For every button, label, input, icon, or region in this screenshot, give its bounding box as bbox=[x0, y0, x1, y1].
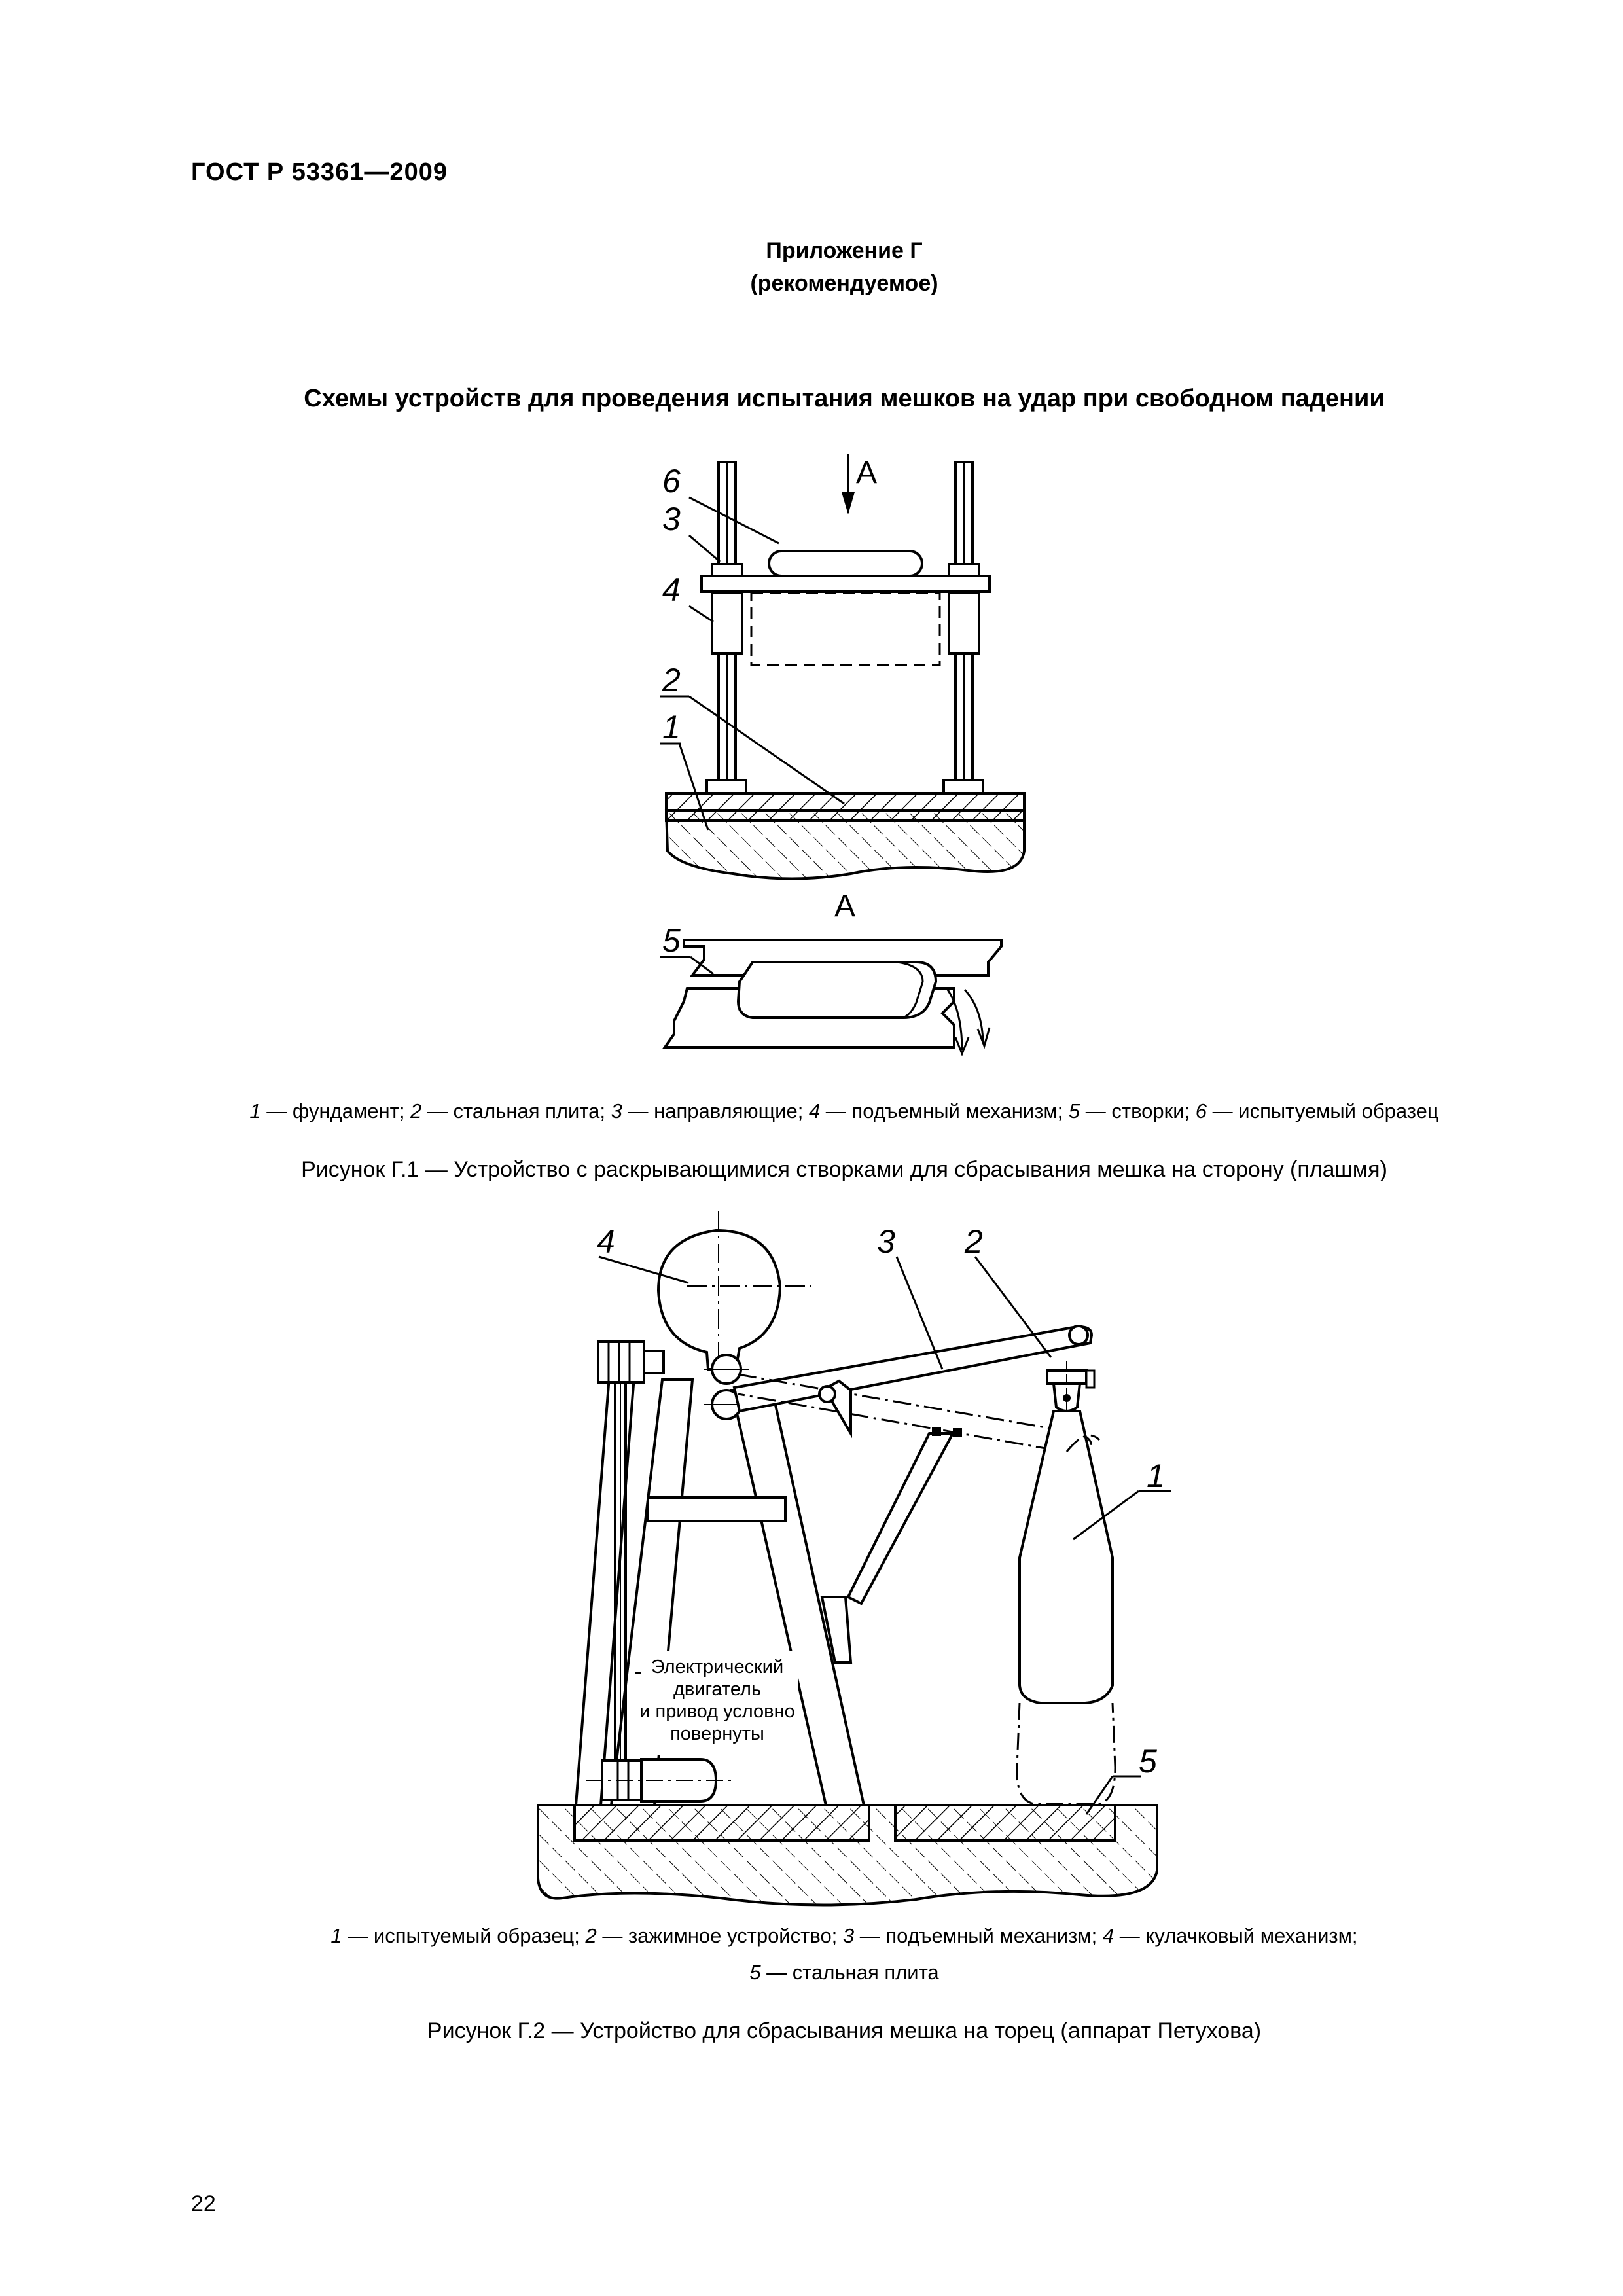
motor-note-line-1: Электрический bbox=[651, 1657, 784, 1677]
steel-plate-2 bbox=[895, 1805, 1115, 1840]
callout-4: 4 bbox=[662, 571, 681, 608]
callout-3: 3 bbox=[662, 501, 681, 537]
motor-note-line-2: двигатель bbox=[673, 1679, 762, 1700]
view-label-a: A bbox=[834, 889, 856, 924]
callout-2: 2 bbox=[662, 662, 681, 698]
figure-2-caption: Рисунок Г.2 — Устройство для сбрасывания мешка на торец (аппарат Петухова) bbox=[427, 2018, 1262, 2043]
figure-1-legend: 1 — фундамент; 2 — стальная плита; 3 — направляющие; 4 — подъемный механизм; 5 — створки; 6 — испытуемый образец bbox=[249, 1100, 1439, 1122]
figure-2-legend-line-2: 5 — стальная плита bbox=[749, 1961, 939, 1984]
figure-2-legend-line-1: 1 — испытуемый образец; 2 — зажимное устройство; 3 — подъемный механизм; 4 — кулачковый механизм; bbox=[330, 1924, 1358, 1947]
callout-2-2: 2 bbox=[965, 1223, 983, 1260]
section-title: Схемы устройств для проведения испытания мешков на удар при свободном падении bbox=[304, 385, 1385, 412]
frame-base bbox=[575, 1805, 869, 1840]
figure-1-caption: Рисунок Г.1 — Устройство с раскрывающимися створками для сбрасывания мешка на сторону (плашмя) bbox=[301, 1157, 1387, 1182]
document-header: ГОСТ Р 53361—2009 bbox=[191, 158, 448, 186]
view-marker-a: A bbox=[856, 456, 878, 490]
callout-2-1: 1 bbox=[1147, 1458, 1165, 1494]
pulley bbox=[598, 1342, 644, 1382]
callout-2-5: 5 bbox=[1139, 1743, 1157, 1780]
test-bag bbox=[1020, 1411, 1113, 1703]
callout-2-3: 3 bbox=[877, 1223, 895, 1260]
callout-6: 6 bbox=[662, 463, 681, 499]
callout-2-4: 4 bbox=[597, 1223, 615, 1260]
appendix-status: (рекомендуемое) bbox=[750, 271, 938, 296]
callout-1: 1 bbox=[662, 709, 681, 745]
callout-5: 5 bbox=[662, 922, 681, 959]
motor-note-line-3: и привод условно bbox=[639, 1701, 795, 1722]
page-number: 22 bbox=[191, 2191, 216, 2216]
motor-note-line-4: повернуты bbox=[670, 1723, 764, 1744]
appendix-title: Приложение Г bbox=[766, 238, 923, 263]
